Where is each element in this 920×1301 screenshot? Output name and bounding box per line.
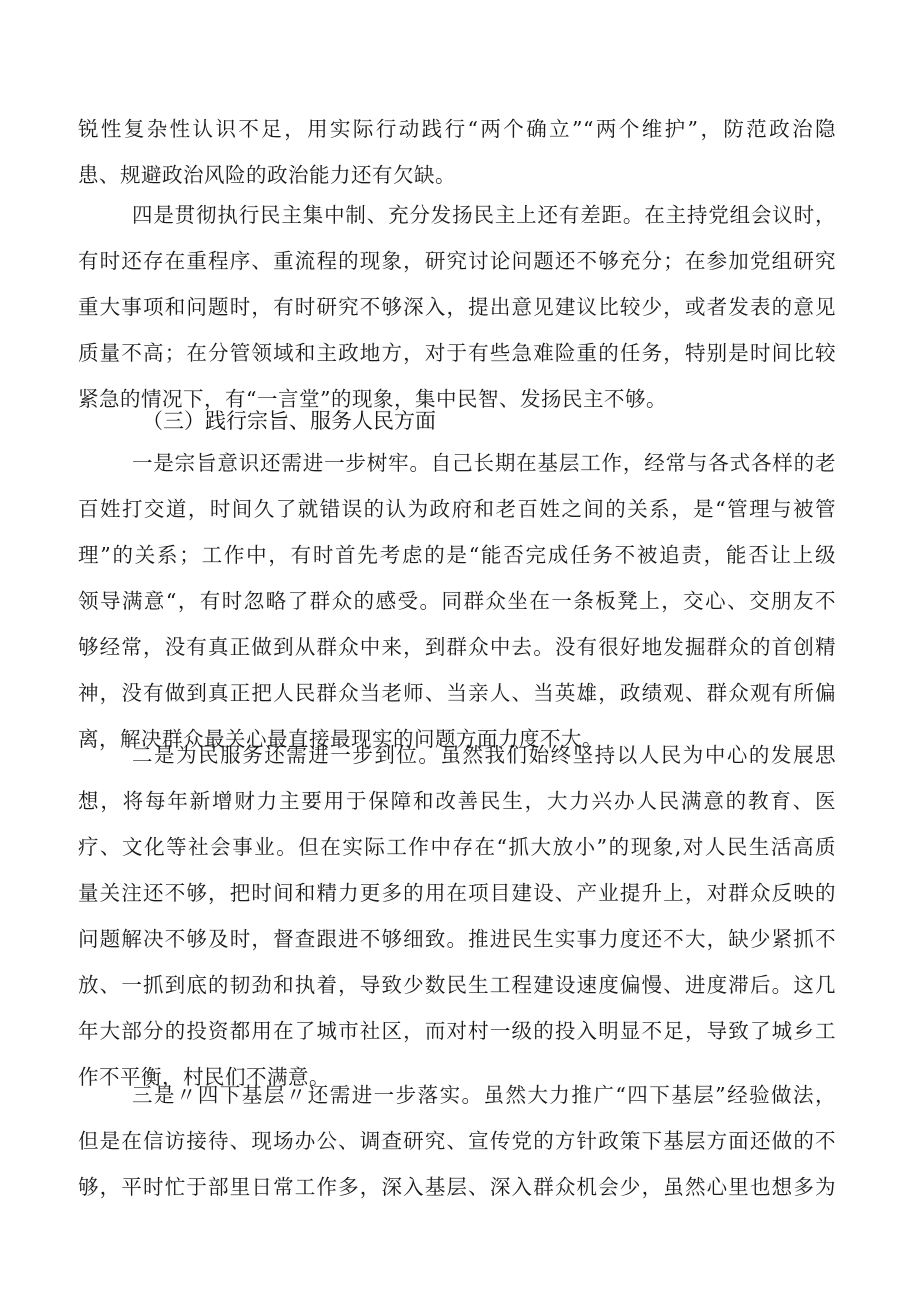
text-line: 够经常，没有真正做到从群众中来，到群众中去。没有很好地发掘群众的首创精 — [78, 635, 836, 659]
text-line: 量关注还不够，把时间和精力更多的用在项目建设、产业提升上，对群众反映的 — [78, 881, 836, 905]
text-line: 神，没有做到真正把人民群众当老师、当亲人、当英雄，政绩观、群众观有所偏 — [78, 681, 836, 705]
text-line: 重大事项和问题时，有时研究不够深入，提出意见建议比较少，或者发表的意见 — [78, 295, 836, 319]
paragraph-grassroots — [78, 1072, 836, 1210]
text-line: 一是宗旨意识还需进一步树牢。自己长期在基层工作，经常与各式各样的老 — [132, 451, 836, 475]
text-line: 患、规避政治风险的政治能力还有欠缺。 — [78, 163, 456, 187]
text-line: 百姓打交道，时间久了就错误的认为政府和老百姓之间的关系，是“管理与被管 — [78, 497, 836, 521]
text-line: 三是〃四下基层〃还需进一步落实。虽然大力推广“四下基层”经验做法， — [132, 1083, 836, 1107]
text-line: 作不平衡，村民们不满意。 — [78, 1065, 330, 1089]
text-line: 想，将每年新增财力主要用于保障和改善民生，大力兴办人民满意的教育、医 — [78, 789, 836, 813]
paragraph-serving-people — [78, 732, 836, 1100]
text-line: 锐性复杂性认识不足，用实际行动践行“两个确立”“两个维护”，防范政治隐 — [78, 117, 836, 141]
text-line: 质量不高；在分管领域和主政地方，对于有些急难险重的任务，特别是时间比较 — [78, 341, 836, 365]
text-line: 理”的关系；工作中，有时首先考虑的是“能否完成任务不被追责，能否让上级 — [78, 543, 836, 567]
text-line: 领导满意“，有时忽略了群众的感受。同群众坐在一条板凳上，交心、交朋友不 — [78, 589, 836, 613]
text-line: 疗、文化等社会事业。但在实际工作中存在“抓大放小”的现象,对人民生活高质 — [78, 835, 836, 859]
text-line: 放、一抓到底的韧劲和执着，导致少数民生工程建设速度偏慢、进度滞后。这几 — [78, 973, 836, 997]
text-line: 离，解决群众最关心最直接最现实的问题方面力度不大。 — [78, 727, 603, 751]
section-heading: （三）践行宗旨、服务人民方面 — [142, 409, 436, 433]
text-line: 有时还存在重程序、重流程的现象，研究讨论问题还不够充分；在参加党组研究 — [78, 249, 836, 273]
paragraph-continuation — [78, 106, 836, 198]
paragraph-purpose-awareness — [78, 440, 836, 762]
text-line: 但是在信访接待、现场办公、调查研究、宣传党的方针政策下基层方面还做的不 — [78, 1129, 836, 1153]
text-line: 问题解决不够及时，督查跟进不够细致。推进民生实事力度还不大，缺少紧抓不 — [78, 927, 836, 951]
text-line: 够，平时忙于部里日常工作多，深入基层、深入群众机会少，虽然心里也想多为 — [78, 1175, 836, 1199]
text-line: 年大部分的投资都用在了城市社区，而对村一级的投入明显不足，导致了城乡工 — [78, 1019, 836, 1043]
text-line: 紧急的情况下，有“一言堂”的现象，集中民智、发扬民主不够。 — [78, 387, 667, 411]
text-line: 四是贯彻执行民主集中制、充分发扬民主上还有差距。在主持党组会议时， — [132, 203, 836, 227]
text-line: 二是为民服务还需进一步到位。虽然我们始终坚持以人民为中心的发展思 — [132, 743, 836, 767]
paragraph-democratic-centralism — [78, 192, 836, 422]
